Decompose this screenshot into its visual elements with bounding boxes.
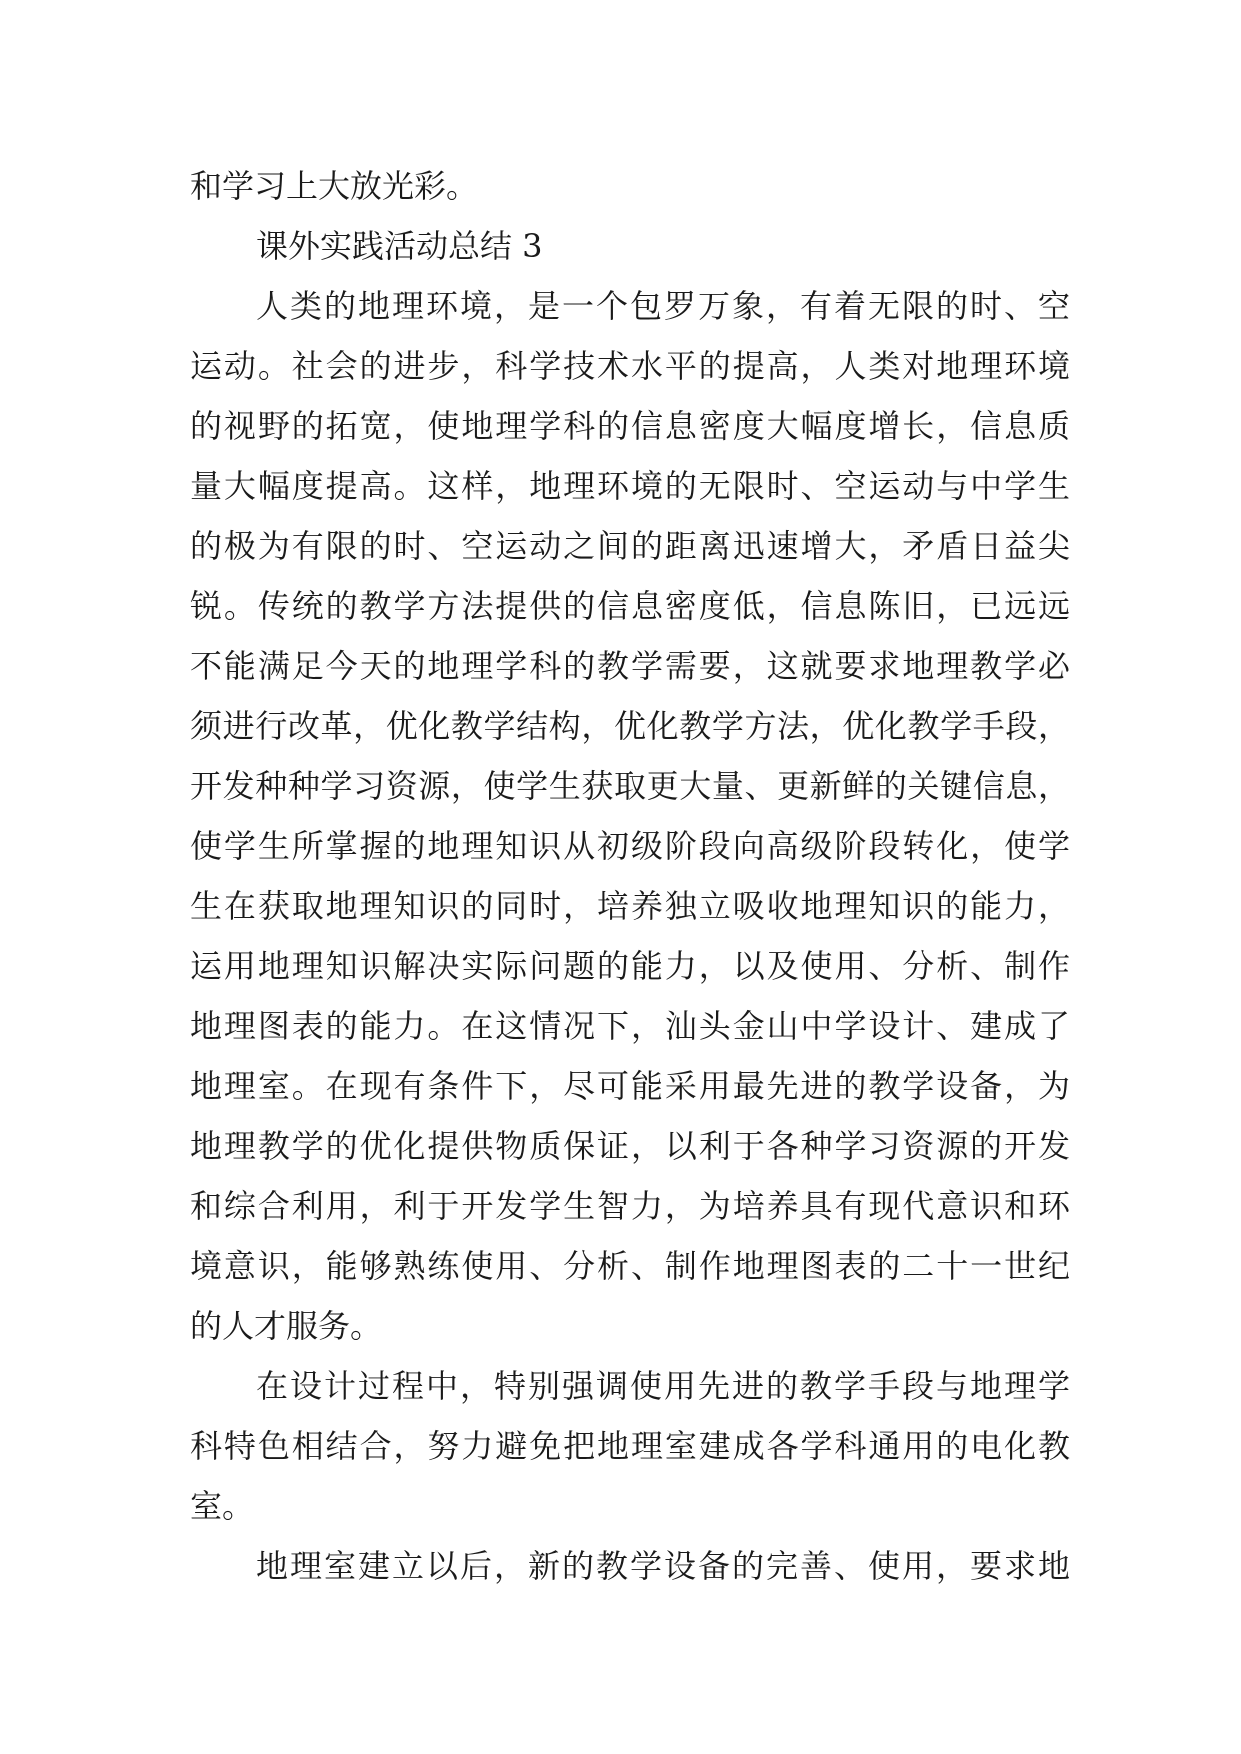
text-line: 锐。传统的教学方法提供的信息密度低，信息陈旧，已远远 xyxy=(190,587,1070,625)
text-line: 使学生所掌握的地理知识从初级阶段向高级阶段转化，使学 xyxy=(190,827,1070,865)
text-line: 和综合利用，利于开发学生智力，为培养具有现代意识和环 xyxy=(190,1187,1070,1225)
text-line: 地理室。在现有条件下，尽可能采用最先进的教学设备，为 xyxy=(190,1067,1070,1105)
text-line: 的视野的拓宽，使地理学科的信息密度大幅度增长，信息质 xyxy=(190,407,1070,445)
text-line: 量大幅度提高。这样，地理环境的无限时、空运动与中学生 xyxy=(190,467,1070,505)
text-line: 运动。社会的进步，科学技术水平的提高，人类对地理环境 xyxy=(190,347,1070,385)
text-line: 和学习上大放光彩。 xyxy=(190,167,479,205)
text-line: 在设计过程中，特别强调使用先进的教学手段与地理学 xyxy=(256,1367,1070,1405)
text-line: 人类的地理环境，是一个包罗万象，有着无限的时、空 xyxy=(256,287,1070,325)
text-line: 不能满足今天的地理学科的教学需要，这就要求地理教学必 xyxy=(190,647,1070,685)
text-line: 地理室建立以后，新的教学设备的完善、使用，要求地 xyxy=(256,1547,1070,1585)
text-line: 开发种种学习资源，使学生获取更大量、更新鲜的关键信息， xyxy=(190,767,1070,805)
text-line: 地理图表的能力。在这情况下，汕头金山中学设计、建成了 xyxy=(190,1007,1070,1045)
text-line: 生在获取地理知识的同时，培养独立吸收地理知识的能力， xyxy=(190,887,1070,925)
text-line: 的极为有限的时、空运动之间的距离迅速增大，矛盾日益尖 xyxy=(190,527,1070,565)
text-line: 境意识，能够熟练使用、分析、制作地理图表的二十一世纪 xyxy=(190,1247,1070,1285)
text-line: 室。 xyxy=(190,1487,255,1525)
text-line: 科特色相结合，努力避免把地理室建成各学科通用的电化教 xyxy=(190,1427,1070,1465)
text-line: 运用地理知识解决实际问题的能力，以及使用、分析、制作 xyxy=(190,947,1070,985)
text-line: 地理教学的优化提供物质保证，以利于各种学习资源的开发 xyxy=(190,1127,1070,1165)
text-line: 的人才服务。 xyxy=(190,1307,383,1345)
section-heading: 课外实践活动总结 3 xyxy=(256,227,543,265)
text-line: 须进行改革，优化教学结构，优化教学方法，优化教学手段， xyxy=(190,707,1070,745)
